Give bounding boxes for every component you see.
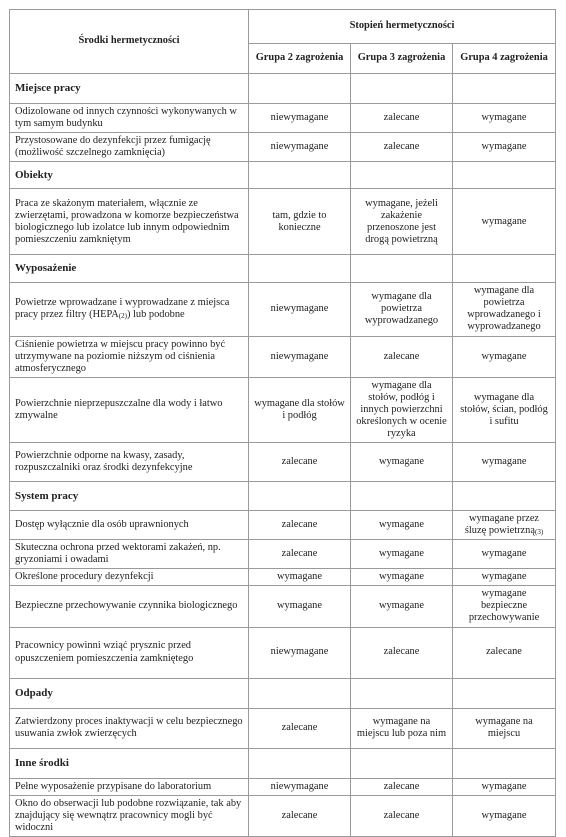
group-3-cell: wymagane — [351, 443, 453, 482]
group-3-cell: wymagane dla powietrza wyprowadzanego — [351, 283, 453, 336]
section-row — [10, 748, 556, 778]
section-title: Obiekty — [10, 162, 249, 189]
section-title: Miejsce pracy — [10, 74, 249, 104]
group-4-cell: wymagane dla stołów, ścian, podłóg i sufitu — [453, 377, 556, 442]
table-row — [10, 336, 556, 377]
header-containment-level: Stopień hermetyczności — [249, 10, 556, 44]
footnote-ref: (3) — [534, 528, 544, 537]
header-group-4: Grupa 4 zagrożenia — [453, 44, 556, 74]
group-2-cell: wymagane dla stołów i podłóg — [249, 377, 351, 442]
group-4-cell: wymagane — [453, 540, 556, 569]
header-group-3: Grupa 3 zagrożenia — [351, 44, 453, 74]
section-row — [10, 162, 556, 189]
header-row-top — [10, 10, 556, 44]
footnote-ref: (2) — [118, 312, 127, 321]
group-4-cell: wymagane — [453, 104, 556, 133]
table-row — [10, 569, 556, 586]
header-group-2: Grupa 2 zagrożenia — [249, 44, 351, 74]
measure-cell: Pracownicy powinni wziąć prysznic przed opuszczeniem pomieszczenia zamkniętego — [10, 627, 249, 678]
group-2-cell: tam, gdzie to konieczne — [249, 189, 351, 255]
table-row — [10, 377, 556, 442]
section-row — [10, 482, 556, 511]
measure-cell: Pełne wyposażenie przypisane do laboratorium — [10, 778, 249, 795]
measure-text: Powietrze wprowadzane i wyprowadzane z miejsca pracy przez filtry (HEPA — [15, 297, 230, 321]
measure-cell: Skuteczna ochrona przed wektorami zakażeń, np. gryzoniami i owadami — [10, 540, 249, 569]
group-3-cell: wymagane na miejscu lub poza nim — [351, 708, 453, 748]
group-2-cell: zalecane — [249, 708, 351, 748]
group-4-cell: wymagane dla powietrza wprowadzanego i wyprowadzanego — [453, 283, 556, 336]
group-4-cell: wymagane bezpieczne przechowywanie — [453, 586, 556, 627]
group-3-cell: wymagane — [351, 569, 453, 586]
table-row — [10, 708, 556, 748]
measure-cell: Powierzchnie nieprzepuszczalne dla wody i łatwo zmywalne — [10, 377, 249, 442]
measure-cell: Odizolowane od innych czynności wykonywanych w tym samym budynku — [10, 104, 249, 133]
containment-table-wrapper — [9, 9, 555, 837]
table-row — [10, 133, 556, 162]
measure-text-tail: ) lub podobne — [126, 309, 185, 321]
measure-cell: Zatwierdzony proces inaktywacji w celu bezpiecznego usuwania zwłok zwierzęcych — [10, 708, 249, 748]
table-row — [10, 104, 556, 133]
table-row — [10, 778, 556, 795]
table-row — [10, 511, 556, 540]
group-3-cell: wymagane, jeżeli zakażenie przenoszone jest drogą powietrzną — [351, 189, 453, 255]
section-title: Odpady — [10, 678, 249, 708]
group-3-cell: zalecane — [351, 336, 453, 377]
section-row — [10, 74, 556, 104]
group-2-cell: niewymagane — [249, 133, 351, 162]
group-2-cell: zalecane — [249, 795, 351, 836]
group-2-cell: wymagane — [249, 586, 351, 627]
group-2-cell: niewymagane — [249, 778, 351, 795]
measure-cell: Określone procedury dezynfekcji — [10, 569, 249, 586]
section-title: System pracy — [10, 482, 249, 511]
group-2-cell: niewymagane — [249, 283, 351, 336]
measure-cell — [10, 283, 249, 336]
measure-cell: Okno do obserwacji lub podobne rozwiązanie, tak aby znajdujący się wewnątrz pracownicy mogli być widoczni — [10, 795, 249, 836]
group-3-cell: wymagane — [351, 511, 453, 540]
group-3-cell: zalecane — [351, 104, 453, 133]
group-3-cell: zalecane — [351, 627, 453, 678]
group-2-cell: zalecane — [249, 443, 351, 482]
table-row — [10, 443, 556, 482]
table-row — [10, 795, 556, 836]
measure-cell: Ciśnienie powietrza w miejscu pracy powinno być utrzymywane na poziomie niższym od ciśnienia atmosferycznego — [10, 336, 249, 377]
table-row — [10, 586, 556, 627]
measure-cell: Bezpieczne przechowywanie czynnika biologicznego — [10, 586, 249, 627]
containment-measures-table — [9, 9, 556, 837]
header-measures: Środki hermetyczności — [10, 10, 249, 74]
measure-cell: Przystosowane do dezynfekcji przez fumigację (możliwość szczelnego zamknięcia) — [10, 133, 249, 162]
group-2-cell: niewymagane — [249, 104, 351, 133]
group-2-cell: zalecane — [249, 511, 351, 540]
section-title: Wyposażenie — [10, 255, 249, 283]
measure-cell: Powierzchnie odporne na kwasy, zasady, rozpuszczalniki oraz środki dezynfekcyjne — [10, 443, 249, 482]
measure-cell: Praca ze skażonym materiałem, włącznie ze zwierzętami, prowadzona w komorze bezpieczeństwa biologicznego lub izolatce lub innym odpowiednim pomieszczeniu zamkniętym — [10, 189, 249, 255]
group-4-cell — [453, 511, 556, 540]
group-3-cell: wymagane dla stołów, podłóg i innych powierzchni określonych w ocenie ryzyka — [351, 377, 453, 442]
group-2-cell: zalecane — [249, 540, 351, 569]
group-3-cell: zalecane — [351, 133, 453, 162]
section-row — [10, 678, 556, 708]
group-4-cell: zalecane — [453, 627, 556, 678]
group-4-cell: wymagane — [453, 133, 556, 162]
group-2-cell: niewymagane — [249, 336, 351, 377]
group-3-cell: zalecane — [351, 795, 453, 836]
group-3-cell: wymagane — [351, 540, 453, 569]
section-title: Inne środki — [10, 748, 249, 778]
group-4-cell: wymagane — [453, 336, 556, 377]
group-4-cell: wymagane — [453, 189, 556, 255]
group-2-cell: niewymagane — [249, 627, 351, 678]
table-row — [10, 283, 556, 336]
group-4-text: wymagane przez śluzę powietrzną — [464, 513, 540, 537]
group-4-cell: wymagane — [453, 795, 556, 836]
table-row — [10, 189, 556, 255]
group-4-cell: wymagane — [453, 443, 556, 482]
group-3-cell: zalecane — [351, 778, 453, 795]
section-row — [10, 255, 556, 283]
group-3-cell: wymagane — [351, 586, 453, 627]
table-row — [10, 627, 556, 678]
group-4-cell: wymagane — [453, 778, 556, 795]
table-row — [10, 540, 556, 569]
group-2-cell: wymagane — [249, 569, 351, 586]
measure-cell: Dostęp wyłącznie dla osób uprawnionych — [10, 511, 249, 540]
group-4-cell: wymagane — [453, 569, 556, 586]
group-4-cell: wymagane na miejscu — [453, 708, 556, 748]
